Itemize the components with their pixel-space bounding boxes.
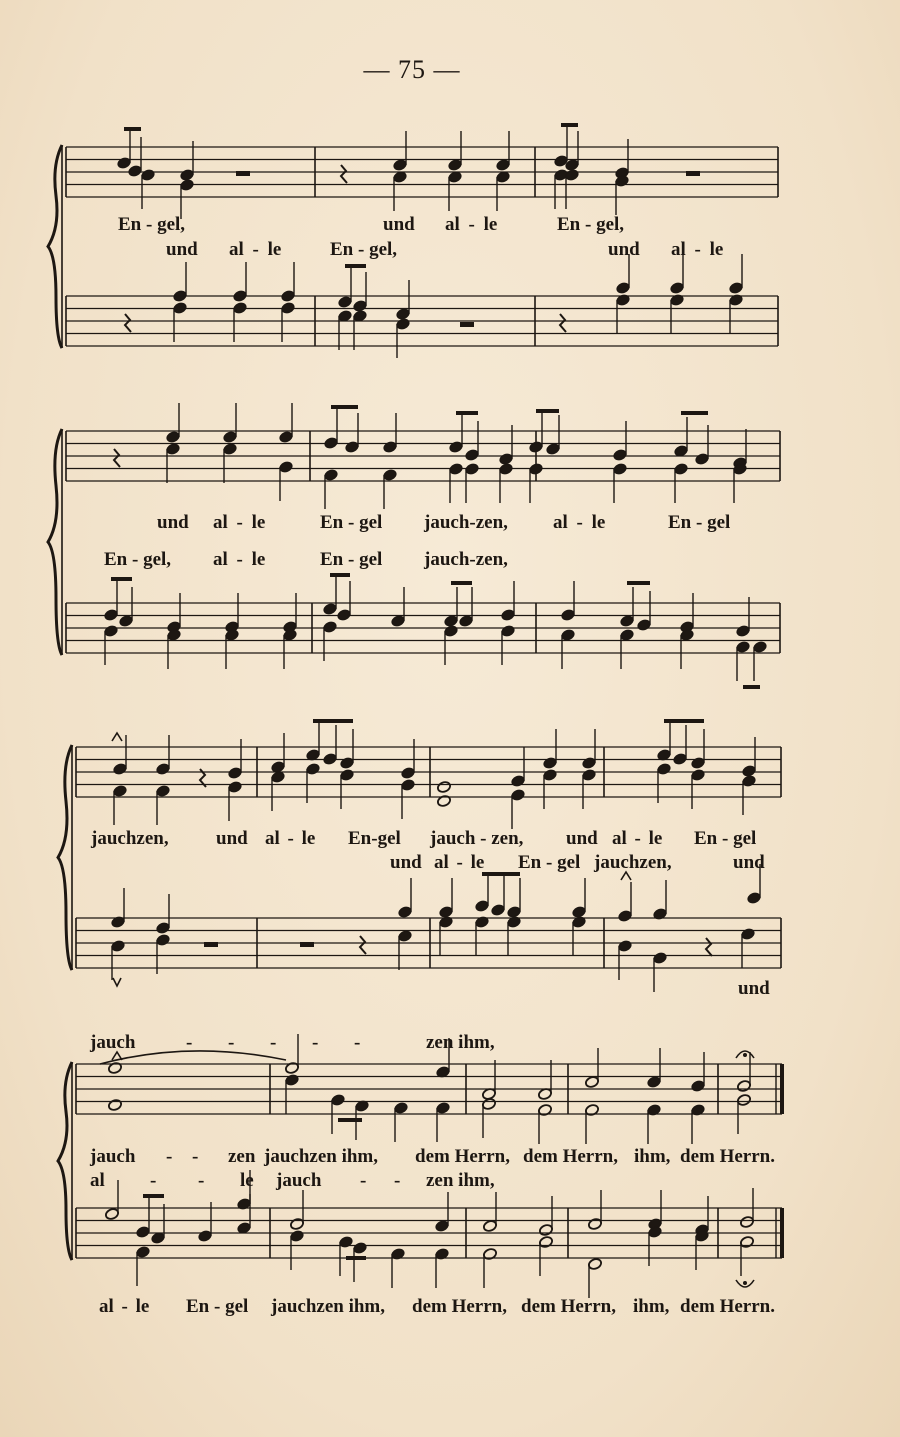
note-head <box>436 780 451 793</box>
note-head <box>448 462 463 475</box>
note-head <box>400 766 415 779</box>
note-head <box>284 1073 299 1086</box>
note-head <box>741 774 756 787</box>
half-rest <box>236 171 250 176</box>
lyric: En - gel <box>320 512 383 533</box>
note-head <box>118 614 133 627</box>
lyric: jauchzen ihm, <box>271 1296 385 1317</box>
note-head <box>382 440 397 453</box>
lyric: En - gel <box>668 512 731 533</box>
note-head <box>222 430 237 443</box>
fermata-dot <box>743 1053 747 1057</box>
note-head <box>672 752 687 765</box>
note-head <box>584 1075 599 1088</box>
accent-mark <box>113 978 121 986</box>
lyric: - <box>150 1170 157 1191</box>
lyric: En - gel <box>694 828 757 849</box>
note-head <box>587 1257 602 1270</box>
lyric: al - le <box>434 852 485 873</box>
note-head <box>528 462 543 475</box>
lyric: al - le <box>213 549 266 570</box>
note-head <box>542 768 557 781</box>
note-head <box>280 289 295 302</box>
note-head <box>690 756 705 769</box>
note-head <box>739 1235 754 1248</box>
quarter-rest <box>114 449 120 467</box>
note-head <box>545 442 560 455</box>
note-head <box>481 1097 496 1110</box>
note-head <box>728 281 743 294</box>
note-head <box>656 762 671 775</box>
note-head <box>278 460 293 473</box>
lyric: - <box>228 1032 235 1053</box>
note-head <box>752 640 767 653</box>
note-head <box>490 903 505 916</box>
note-head <box>464 462 479 475</box>
note-head <box>127 164 142 177</box>
note-head <box>510 788 525 801</box>
quarter-rest <box>341 165 347 183</box>
lyric: En - gel, <box>330 239 398 260</box>
lyric: jauch-zen, <box>424 512 508 533</box>
note-head <box>227 766 242 779</box>
note-head <box>438 905 453 918</box>
note-head <box>336 608 351 621</box>
lyric: - <box>394 1170 401 1191</box>
quarter-rest <box>560 314 566 332</box>
note-head <box>498 452 513 465</box>
note-head <box>498 462 513 475</box>
note-head <box>619 614 634 627</box>
note-head <box>690 768 705 781</box>
note-head <box>227 780 242 793</box>
note-head <box>104 1207 119 1220</box>
note-head <box>564 168 579 181</box>
lyric: jauch <box>90 1032 136 1053</box>
note-head <box>587 1217 602 1230</box>
quarter-rest <box>125 314 131 332</box>
note-head <box>448 440 463 453</box>
note-head <box>617 909 632 922</box>
lyric: zen <box>228 1146 256 1167</box>
note-head <box>112 762 127 775</box>
note-head <box>135 1225 150 1238</box>
lyric: ihm, <box>633 1296 670 1317</box>
lyric: al - le <box>229 239 282 260</box>
lyric: al - le <box>445 214 498 235</box>
lyric: jauch <box>276 1170 322 1191</box>
note-head <box>165 430 180 443</box>
brace <box>48 145 62 348</box>
note-head <box>434 1219 449 1232</box>
note-head <box>112 784 127 797</box>
note-head <box>323 468 338 481</box>
lyric: und <box>608 239 640 260</box>
note-head <box>172 289 187 302</box>
note-head <box>232 289 247 302</box>
lyric: und <box>390 852 422 873</box>
note-head <box>482 1219 497 1232</box>
note-head <box>464 448 479 461</box>
lyric: - <box>192 1146 199 1167</box>
note-head <box>528 440 543 453</box>
note-head <box>197 1229 212 1242</box>
note-head <box>617 939 632 952</box>
note-head <box>323 436 338 449</box>
note-head <box>435 1101 450 1114</box>
note-head <box>337 295 352 308</box>
note-head <box>397 929 412 942</box>
quarter-rest <box>360 936 366 954</box>
lyric: - <box>360 1170 367 1191</box>
note-head <box>560 608 575 621</box>
note-head <box>741 764 756 777</box>
lyric: al - le <box>213 512 266 533</box>
note-head <box>619 628 634 641</box>
page-number: — 75 — <box>363 55 461 84</box>
note-head <box>305 762 320 775</box>
half-rest <box>204 942 218 947</box>
brace <box>58 1062 72 1260</box>
lyric: dem Herrn, <box>412 1296 507 1317</box>
note-head <box>395 317 410 330</box>
note-head <box>393 1101 408 1114</box>
note-head <box>538 1223 553 1236</box>
note-head <box>339 768 354 781</box>
brace <box>48 429 62 655</box>
note-head <box>736 1079 751 1092</box>
note-head <box>103 608 118 621</box>
note-head <box>140 168 155 181</box>
note-head <box>495 158 510 171</box>
note-head <box>397 905 412 918</box>
lyric: - <box>270 1032 277 1053</box>
note-head <box>322 620 337 633</box>
lyric: En - gel, <box>104 549 172 570</box>
lyric: und <box>738 978 770 999</box>
note-head <box>652 951 667 964</box>
note-head <box>400 778 415 791</box>
note-head <box>673 462 688 475</box>
note-head <box>571 905 586 918</box>
lyric: - <box>354 1032 361 1053</box>
lyric: al - le <box>99 1296 150 1317</box>
note-head <box>735 624 750 637</box>
note-head <box>135 1245 150 1258</box>
note-head <box>344 440 359 453</box>
lyric: al <box>90 1170 105 1191</box>
lyric: al - le <box>612 828 663 849</box>
lyric: dem Herrn. <box>680 1146 775 1167</box>
lyric: und <box>566 828 598 849</box>
note-head <box>474 899 489 912</box>
note-head <box>172 301 187 314</box>
note-head <box>395 307 410 320</box>
lyric: al - le <box>265 828 316 849</box>
lyric: jauch-zen, <box>424 549 508 570</box>
note-head <box>278 430 293 443</box>
note-head <box>542 756 557 769</box>
lyric: jauch <box>90 1146 136 1167</box>
note-head <box>447 158 462 171</box>
accent-mark <box>112 733 122 741</box>
note-head <box>179 168 194 181</box>
lyric: zen ihm, <box>426 1032 495 1053</box>
half-rest <box>686 171 700 176</box>
lyric: und <box>166 239 198 260</box>
lyric: zen ihm, <box>426 1170 495 1191</box>
note-head <box>746 891 761 904</box>
lyric: ihm, <box>634 1146 671 1167</box>
note-head <box>107 1098 122 1111</box>
lyric: und <box>733 852 765 873</box>
lyric: - <box>312 1032 319 1053</box>
note-head <box>110 939 125 952</box>
note-head <box>690 1079 705 1092</box>
half-rest <box>300 942 314 947</box>
quarter-rest <box>706 938 712 956</box>
note-head <box>581 768 596 781</box>
note-head <box>382 468 397 481</box>
lyric: - <box>186 1032 193 1053</box>
lyric: le <box>240 1170 254 1191</box>
lyric: En - gel <box>186 1296 249 1317</box>
note-head <box>338 1235 353 1248</box>
note-head <box>500 608 515 621</box>
lyric: En-gel <box>348 828 401 849</box>
note-head <box>322 752 337 765</box>
note-head <box>510 774 525 787</box>
note-head <box>669 281 684 294</box>
note-head <box>538 1235 553 1248</box>
note-head <box>736 1093 751 1106</box>
note-head <box>612 448 627 461</box>
note-head <box>155 933 170 946</box>
brace <box>58 745 72 970</box>
note-head <box>222 442 237 455</box>
notes <box>103 125 767 1298</box>
lyric: und <box>383 214 415 235</box>
lyric: jauchzen ihm, <box>264 1146 378 1167</box>
note-head <box>500 624 515 637</box>
lyric: En - gel, <box>118 214 186 235</box>
note-head <box>694 452 709 465</box>
note-head <box>392 158 407 171</box>
note-head <box>458 614 473 627</box>
note-head <box>390 614 405 627</box>
lyric: jauch - zen, <box>430 828 524 849</box>
note-head <box>560 628 575 641</box>
note-head <box>330 1093 345 1106</box>
note-head <box>289 1217 304 1230</box>
note-head <box>280 301 295 314</box>
lyric: - <box>166 1146 173 1167</box>
lyric: En - gel <box>518 852 581 873</box>
barlines <box>62 145 782 1260</box>
note-head <box>232 301 247 314</box>
note-head <box>612 462 627 475</box>
note-head <box>735 640 750 653</box>
lyric: und <box>216 828 248 849</box>
note-head <box>155 762 170 775</box>
lyric: al - le <box>671 239 724 260</box>
lyric: und <box>157 512 189 533</box>
note-head <box>443 614 458 627</box>
lyric: En - gel, <box>557 214 625 235</box>
note-head <box>581 756 596 769</box>
note-head <box>615 281 630 294</box>
lyric: dem Herrn, <box>521 1296 616 1317</box>
lyric: jauchzen, <box>594 852 672 873</box>
lyric: dem Herrn, <box>523 1146 618 1167</box>
note-head <box>740 927 755 940</box>
note-head <box>116 156 131 169</box>
note-head <box>739 1215 754 1228</box>
note-head <box>155 921 170 934</box>
lyric: En - gel <box>320 549 383 570</box>
note-head <box>352 1241 367 1254</box>
note-head <box>289 1229 304 1242</box>
lyric: al - le <box>553 512 606 533</box>
musical-marks <box>100 733 757 1287</box>
note-head <box>179 178 194 191</box>
lyric: - <box>198 1170 205 1191</box>
lyric: jauchzen, <box>91 828 169 849</box>
note-head <box>352 299 367 312</box>
note-head <box>646 1075 661 1088</box>
note-head <box>322 602 337 615</box>
note-head <box>103 624 118 637</box>
note-head <box>339 756 354 769</box>
system-braces <box>48 145 72 1260</box>
note-head <box>155 784 170 797</box>
half-rest <box>460 322 474 327</box>
note-head <box>443 624 458 637</box>
note-head <box>165 442 180 455</box>
fermata-dot <box>743 1281 747 1285</box>
note-head <box>506 905 521 918</box>
lyric: dem Herrn, <box>415 1146 510 1167</box>
lyric: dem Herrn. <box>680 1296 775 1317</box>
note-head <box>636 618 651 631</box>
